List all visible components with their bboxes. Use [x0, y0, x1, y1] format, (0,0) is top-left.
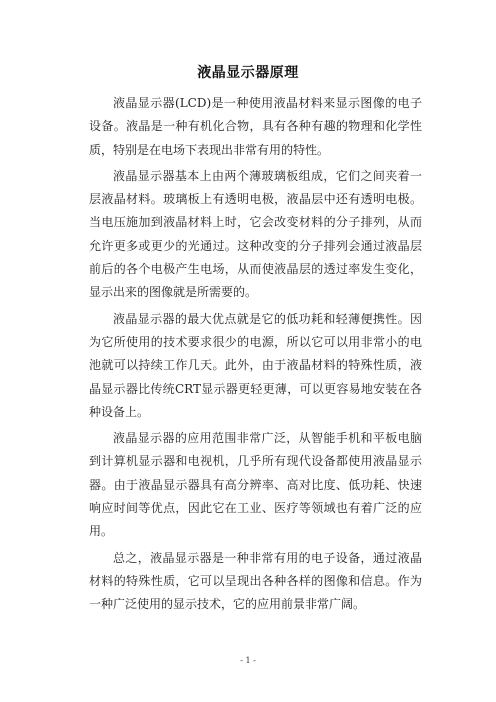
paragraph-4: 液晶显示器的应用范围非常广泛，从智能手机和平板电脑到计算机显示器和电视机，几乎所有现代设备都使用液晶显示器。由于液晶显示器具有高分辨率、高对比度、低功耗、快速响应时间等优点，因此它在工业、医疗等领域也有着广泛的应用。 [89, 431, 422, 539]
paragraph-5: 总之，液晶显示器是一种非常有用的电子设备，通过液晶材料的特殊性质，它可以呈现出各种各样的图像和信息。作为一种广泛使用的显示技术，它的应用前景非常广阔。 [89, 550, 422, 612]
document-title: 液晶显示器原理 [197, 65, 299, 81]
document-body [89, 92, 422, 620]
paragraph-3: 液晶显示器的最大优点就是它的低功耗和轻薄便携性。因为它所使用的技术要求很少的电源，所以它可以用非常小的电池就可以持续工作几天。此外，由于液晶材料的特殊性质，液晶显示器比传统CRT显示器更轻更薄，可以更容易地安装在各种设备上。 [89, 311, 422, 419]
paragraph-2: 液晶显示器基本上由两个薄玻璃板组成，它们之间夹着一层液晶材料。玻璃板上有透明电极，液晶层中还有透明电极。当电压施加到液晶材料上时，它会改变材料的分子排列，从而允许更多或更少的光通过。这种改变的分子排列会通过液晶层前后的各个电极产生电场，从而使液晶层的透过率发生变化，显示出来的图像就是所需要的。 [89, 168, 422, 300]
paragraph-1: 液晶显示器(LCD)是一种使用液晶材料来显示图像的电子设备。液晶是一种有机化合物，具有各种有趣的物理和化学性质，特别是在电场下表现出非常有用的特性。 [89, 96, 422, 157]
page-number: - 1 - [240, 656, 256, 665]
